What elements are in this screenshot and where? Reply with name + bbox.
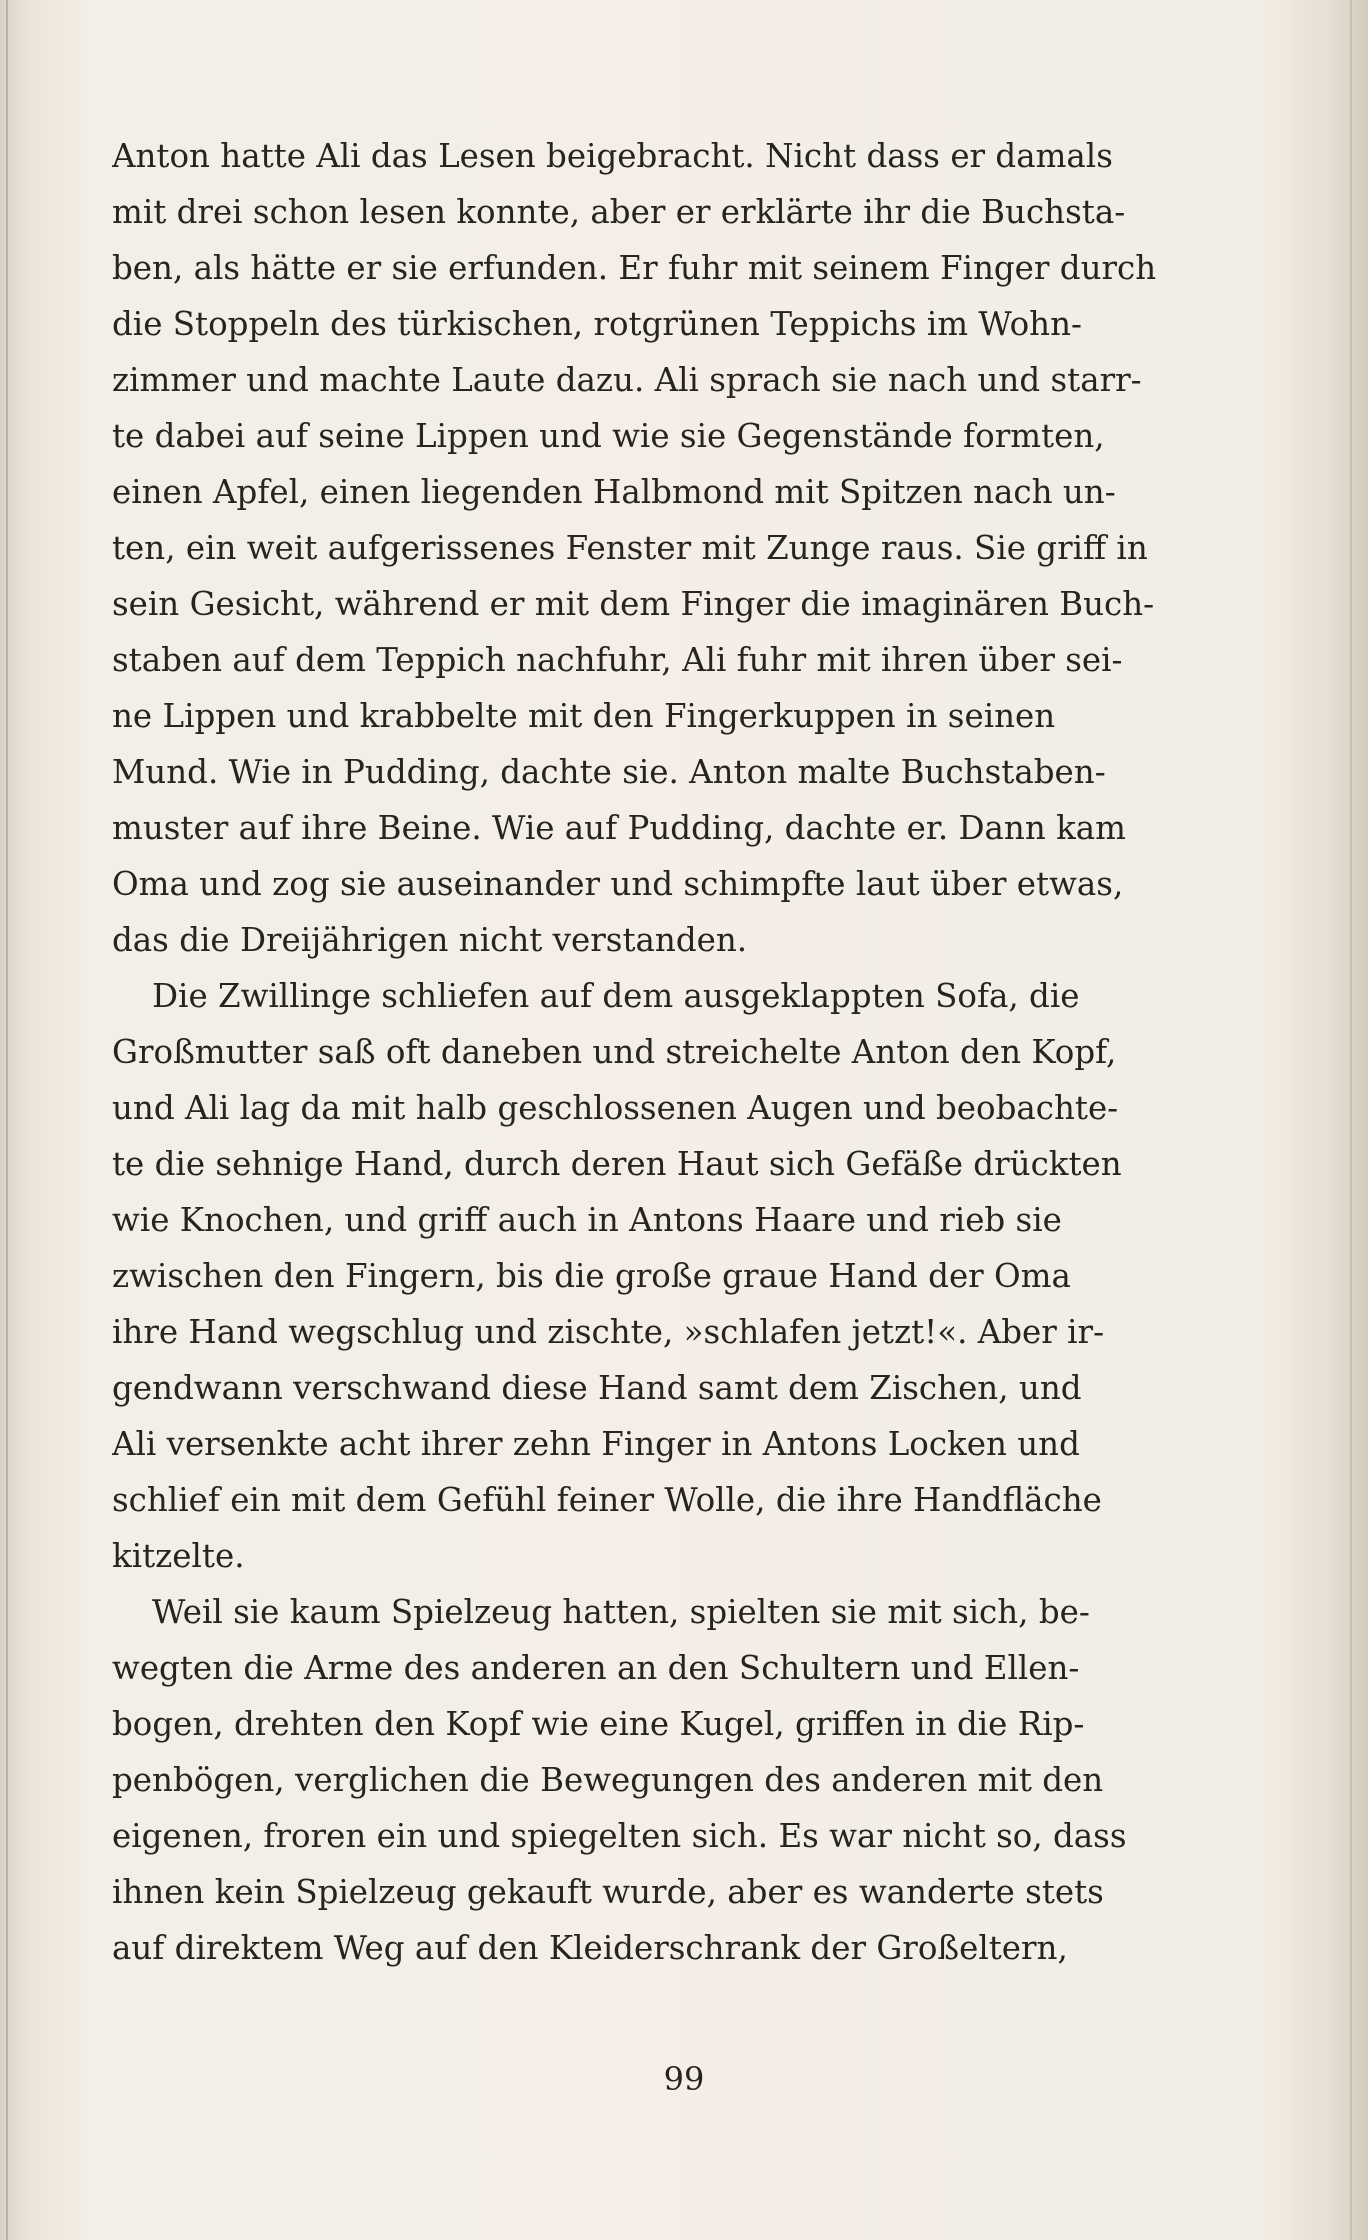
body-text — [112, 128, 1162, 1976]
text-line: einen Apfel, einen liegenden Halbmond mit Spitzen nach un- — [112, 473, 1116, 511]
text-line: bogen, drehten den Kopf wie eine Kugel, griffen in die Rip- — [112, 1705, 1085, 1743]
text-line: sein Gesicht, während er mit dem Finger die imaginären Buch- — [112, 585, 1155, 623]
text-line: gendwann verschwand diese Hand samt dem Zischen, und — [112, 1369, 1082, 1407]
text-line: te die sehnige Hand, durch deren Haut sich Gefäße drückten — [112, 1145, 1122, 1183]
text-line: muster auf ihre Beine. Wie auf Pudding, dachte er. Dann kam — [112, 809, 1126, 847]
text-line: zwischen den Fingern, bis die große graue Hand der Oma — [112, 1257, 1071, 1295]
text-line: mit drei schon lesen konnte, aber er erklärte ihr die Buchsta- — [112, 193, 1126, 231]
paragraph — [112, 968, 1162, 1584]
text-line: Großmutter saß oft daneben und streichelte Anton den Kopf, — [112, 1033, 1117, 1071]
text-line: ihnen kein Spielzeug gekauft wurde, aber es wanderte stets — [112, 1873, 1104, 1911]
text-line: zimmer und machte Laute dazu. Ali sprach sie nach und starr- — [112, 361, 1142, 399]
text-line: ihre Hand wegschlug und zischte, »schlafen jetzt!«. Aber ir- — [112, 1313, 1105, 1351]
text-line: ben, als hätte er sie erfunden. Er fuhr mit seinem Finger durch — [112, 249, 1157, 287]
paragraph — [112, 1584, 1162, 1976]
text-line: die Stoppeln des türkischen, rotgrünen Teppichs im Wohn- — [112, 305, 1083, 343]
text-line: penbögen, verglichen die Bewegungen des anderen mit den — [112, 1761, 1104, 1799]
text-line: Oma und zog sie auseinander und schimpfte laut über etwas, — [112, 865, 1124, 903]
gutter-line-left — [6, 0, 8, 2240]
text-line: te dabei auf seine Lippen und wie sie Gegenstände formten, — [112, 417, 1105, 455]
text-line: das die Dreijährigen nicht verstanden. — [112, 921, 748, 959]
text-line: wie Knochen, und griff auch in Antons Haare und rieb sie — [112, 1201, 1062, 1239]
text-line: eigenen, froren ein und spiegelten sich. Es war nicht so, dass — [112, 1817, 1127, 1855]
text-line: Weil sie kaum Spielzeug hatten, spielten sie mit sich, be- — [152, 1593, 1090, 1631]
text-line: staben auf dem Teppich nachfuhr, Ali fuhr mit ihren über sei- — [112, 641, 1123, 679]
text-line: kitzelte. — [112, 1537, 245, 1575]
paragraph — [112, 128, 1162, 968]
text-line: schlief ein mit dem Gefühl feiner Wolle, die ihre Handfläche — [112, 1481, 1102, 1519]
gutter-line-right — [1350, 0, 1352, 2240]
text-line: Mund. Wie in Pudding, dachte sie. Anton malte Buchstaben- — [112, 753, 1106, 791]
text-line: ten, ein weit aufgerissenes Fenster mit Zunge raus. Sie griff in — [112, 529, 1148, 567]
text-line: auf direktem Weg auf den Kleiderschrank der Großeltern, — [112, 1929, 1068, 1967]
text-line: und Ali lag da mit halb geschlossenen Augen und beobachte- — [112, 1089, 1119, 1127]
text-line: ne Lippen und krabbelte mit den Fingerkuppen in seinen — [112, 697, 1056, 735]
text-line: wegten die Arme des anderen an den Schultern und Ellen- — [112, 1649, 1080, 1687]
text-line: Ali versenkte acht ihrer zehn Finger in Antons Locken und — [112, 1425, 1080, 1463]
text-line: Die Zwillinge schliefen auf dem ausgeklappten Sofa, die — [152, 977, 1080, 1015]
text-line: Anton hatte Ali das Lesen beigebracht. Nicht dass er damals — [112, 137, 1113, 175]
page-number: 99 — [663, 2060, 705, 2098]
